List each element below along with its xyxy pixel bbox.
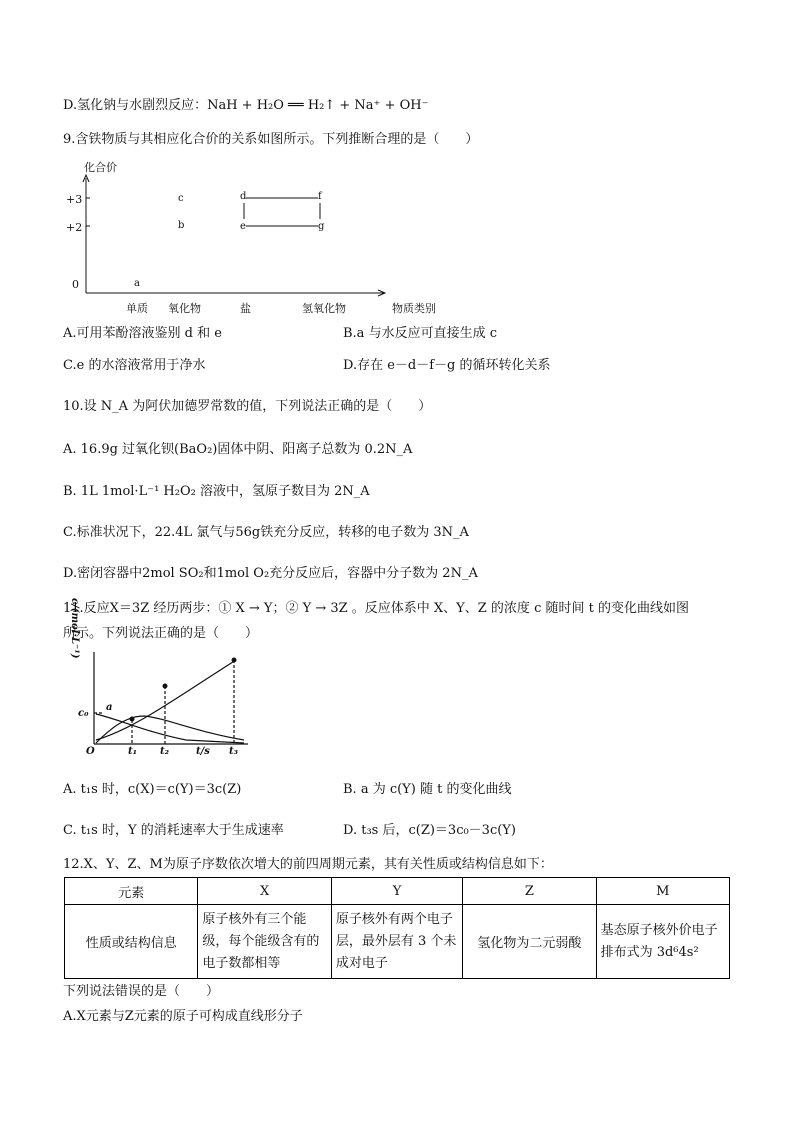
q12-row-label: 性质或结构信息 [65,905,198,979]
q9-point-d: d [240,191,247,202]
q11-option-b: B. a 为 c(Y) 随 t 的变化曲线 [343,782,512,797]
q11-curve-a-label: a [106,702,113,713]
q11-t3-label: t₃ [229,746,238,757]
q11-origin-label: O [86,746,95,757]
q9-x-axis-label: 物质类别 [392,302,436,315]
q9-point-b: b [178,220,185,231]
q12-element-table [64,877,730,979]
q12-cell-x: 原子核外有三个能级，每个能级含有的电子数都相等 [198,905,331,979]
q9-stem: 9.含铁物质与其相应化合价的关系如图所示。下列推断合理的是（ ） [63,132,479,147]
q10-option-d: D.密闭容器中2mol SO₂和1mol O₂充分反应后，容器中分子数为 2N_A [63,566,478,581]
q9-point-c: c [178,193,184,204]
q9-option-d: D.存在 e－d－f－g 的循环转化关系 [343,358,551,373]
q11-t2-label: t₂ [160,746,169,757]
q12-header-x: X [198,878,331,905]
q11-y-axis-label: c/(mol·L⁻¹) [69,598,80,659]
q12-cell-z: 氢化物为二元弱酸 [463,905,596,979]
q12-cell-m: 基态原子核外价电子排布式为 3d⁶4s² [596,905,729,979]
q10-option-c: C.标准状况下，22.4L 氯气与56g铁充分反应，转移的电子数为 3N_A [63,525,469,540]
q12-option-a: A.X元素与Z元素的原子可构成直线形分子 [63,1009,303,1024]
q9-point-a: a [134,278,140,289]
q11-option-a: A. t₁s 时，c(X)＝c(Y)＝3c(Z) [63,782,242,797]
q9-valence-chart [62,158,462,318]
q9-y-axis-label: 化合价 [84,161,117,174]
q12-header-m: M [596,878,729,905]
q9-option-b: B.a 与水反应可直接生成 c [343,326,497,341]
q12-header-y: Y [331,878,462,905]
q11-t1-label: t₁ [128,746,137,757]
q8-option-d: D.氢化钠与水剧烈反应：NaH + H₂O ══ H₂↑ + Na⁺ + OH⁻ [63,98,429,113]
q10-option-b: B. 1L 1mol·L⁻¹ H₂O₂ 溶液中，氢原子数目为 2N_A [63,484,370,499]
q11-x-axis-label: t/s [196,746,210,757]
q11-point-t2 [163,684,168,689]
q9-option-a: A.可用苯酚溶液鉴别 d 和 e [63,326,222,341]
q9-ytick-3: +3 [66,193,83,206]
q9-cat-1: 氧化物 [168,302,201,315]
q9-cat-2: 盐 [240,302,251,315]
q9-cat-3: 氢氧化物 [302,302,346,315]
q12-header-z: Z [463,878,596,905]
q12-cell-y: 原子核外有两个电子层，最外层有 3 个未成对电子 [331,905,462,979]
q11-stem-line1: 11.反应X＝3Z 经历两步：① X → Y；② Y → 3Z 。反应体系中 X、Y、Z 的浓度 c 随时间 t 的变化曲线如图 [63,601,689,616]
q12-question: 下列说法错误的是（ ） [63,984,220,999]
q12-header-element: 元素 [65,878,198,905]
q11-curve-x [96,714,244,743]
q9-ytick-2: +2 [66,221,83,234]
q10-option-a: A. 16.9g 过氧化钡(BaO₂)固体中阴、阳离子总数为 0.2N_A [63,442,413,457]
q11-point-t3 [232,658,237,663]
q11-c0-label: c₀ [78,708,89,719]
q9-point-g: g [318,221,325,232]
q10-stem: 10.设 N_A 为阿伏加德罗常数的值，下列说法正确的是（ ） [63,399,432,414]
q11-option-d: D. t₃s 后，c(Z)＝3c₀－3c(Y) [343,823,516,838]
q9-option-c: C.e 的水溶液常用于净水 [63,358,206,373]
q9-ytick-0: 0 [72,278,79,291]
q11-curve-z [96,660,236,740]
q11-stem-line2: 所示。下列说法正确的是（ ） [63,626,259,641]
q9-point-f: f [318,191,322,202]
q9-point-e: e [240,221,246,232]
q9-cat-0: 单质 [126,302,148,315]
q12-stem: 12.X、Y、Z、M为原子序数依次增大的前四周期元素，其有关性质或结构信息如下： [63,857,553,872]
q11-point-t1 [130,717,135,722]
q11-option-c: C. t₁s 时，Y 的消耗速率大于生成速率 [63,823,284,838]
